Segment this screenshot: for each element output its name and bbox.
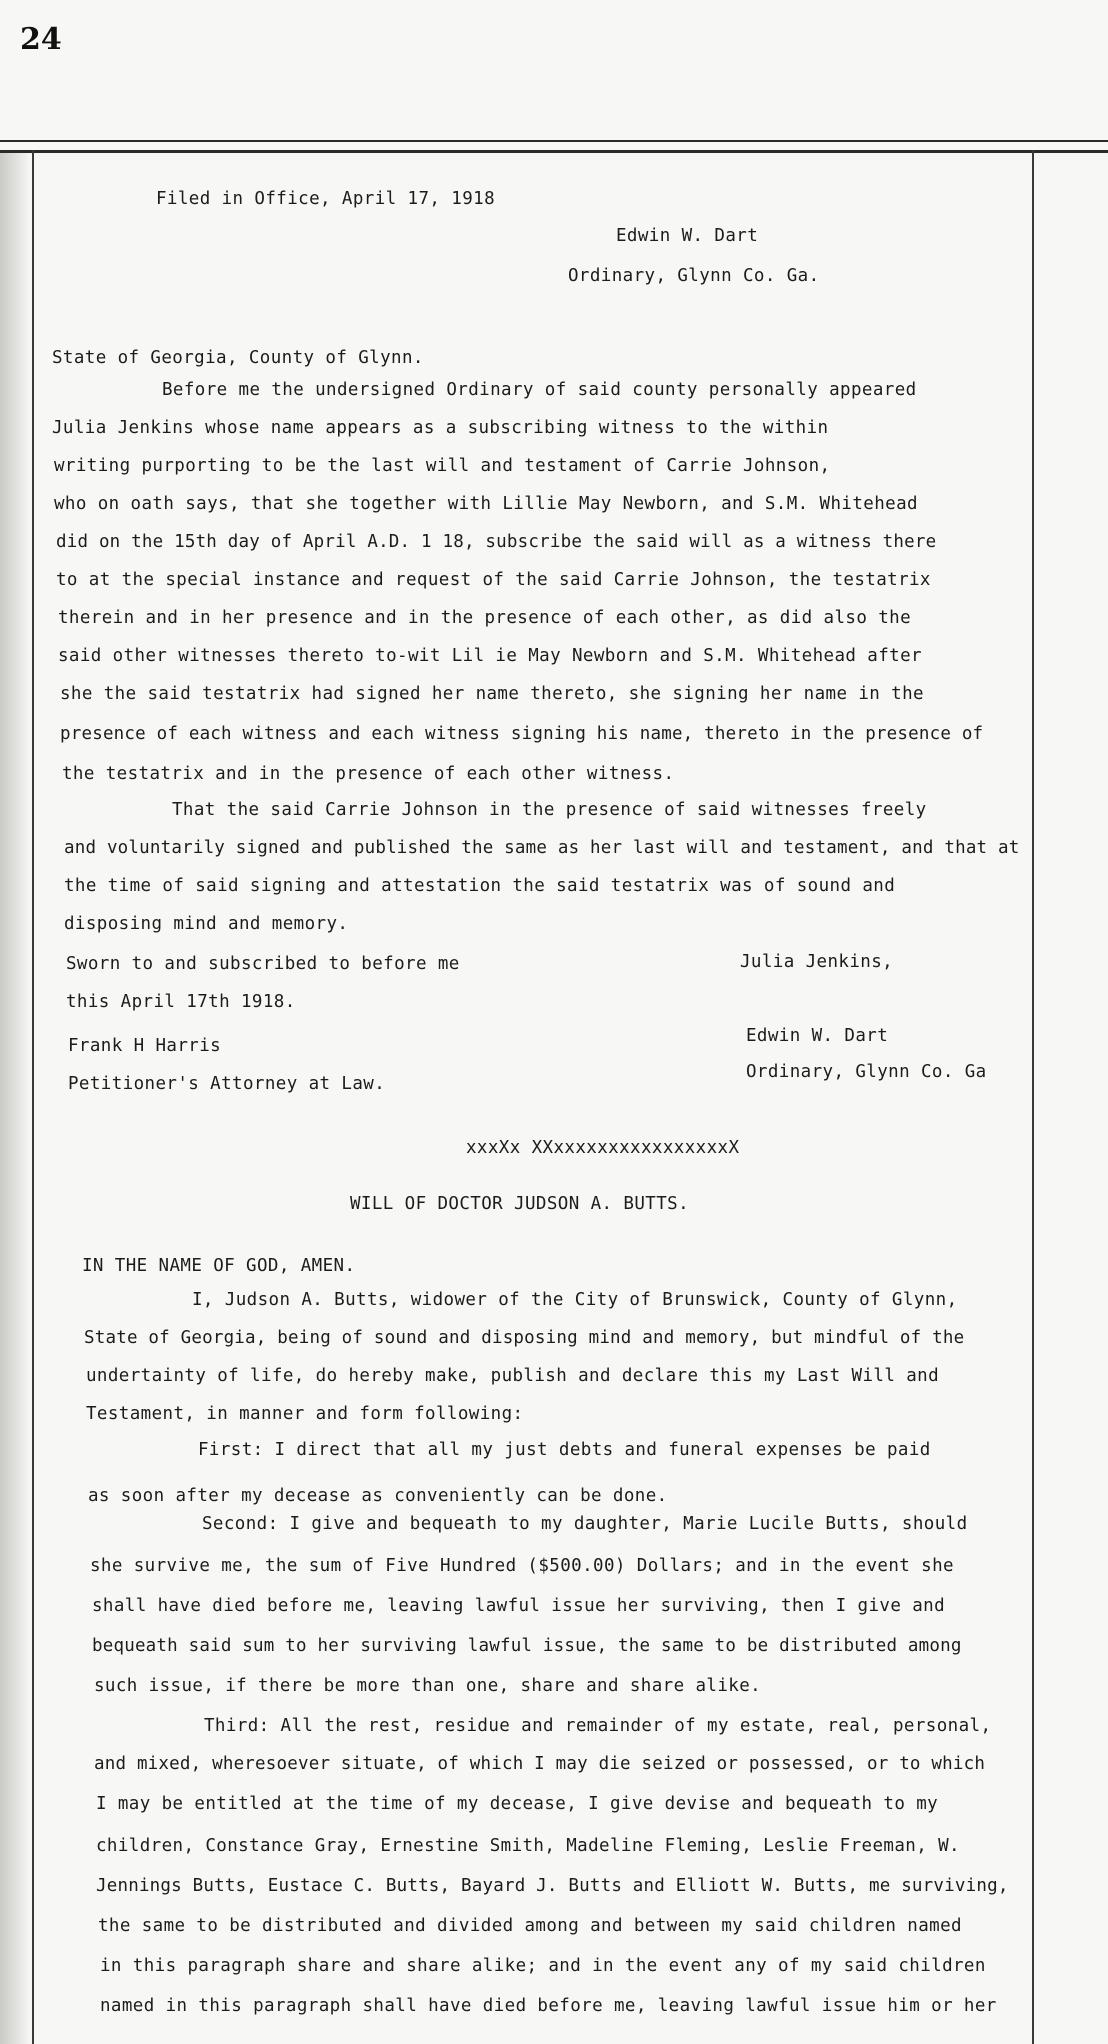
header-rule-double (0, 150, 1108, 153)
will-line: Second: I give and bequeath to my daughter, Marie Lucile Butts, should (202, 1514, 968, 1534)
affidavit-line: writing purporting to be the last will and testament of Carrie Johnson, (54, 456, 831, 476)
jurat-sworn: Sworn to and subscribed to before me (66, 954, 460, 974)
ordinary-title: Ordinary, Glynn Co. Ga (746, 1062, 987, 1082)
will-line: I, Judson A. Butts, widower of the City of Brunswick, County of Glynn, (192, 1290, 958, 1310)
will-line: IN THE NAME OF GOD, AMEN. (82, 1256, 356, 1276)
left-margin-line (32, 150, 34, 2044)
header-rule (0, 140, 1108, 142)
filing-ordinary-name: Edwin W. Dart (616, 226, 759, 246)
right-margin-line (1032, 150, 1034, 2044)
affidavit-line: therein and in her presence and in the presence of each other, as did also the (58, 608, 911, 628)
section-separator: xxxXx XXxxxxxxxxxxxxxxxxX (466, 1138, 740, 1158)
affidavit-line: Julia Jenkins whose name appears as a subscribing witness to the within (52, 418, 829, 438)
will-line: undertainty of life, do hereby make, publish and declare this my Last Will and (86, 1366, 939, 1386)
affidavit-line: did on the 15th day of April A.D. 1 18, subscribe the said will as a witness there (56, 532, 937, 552)
affidavit-line: she the said testatrix had signed her name thereto, she signing her name in the (60, 684, 924, 704)
affidavit-line: and voluntarily signed and published the same as her last will and testament, and that at (64, 838, 1020, 858)
will-line: First: I direct that all my just debts and funeral expenses be paid (198, 1440, 931, 1460)
will-line: Third: All the rest, residue and remainder of my estate, real, personal, (204, 1716, 992, 1736)
will-line: I may be entitled at the time of my decease, I give devise and bequeath to my (96, 1794, 939, 1814)
affidavit-line: to at the special instance and request of the said Carrie Johnson, the testatrix (56, 570, 931, 590)
witness-signature: Julia Jenkins, (740, 952, 894, 972)
will-line: shall have died before me, leaving lawful issue her surviving, then I give and (92, 1596, 945, 1616)
will-line: State of Georgia, being of sound and disposing mind and memory, but mindful of the (84, 1328, 965, 1348)
will-line: the same to be distributed and divided among and between my said children named (98, 1916, 962, 1936)
affidavit-line: said other witnesses thereto to-wit Lil ie May Newborn and S.M. Whitehead after (58, 646, 922, 666)
affidavit-line: That the said Carrie Johnson in the presence of said witnesses freely (172, 800, 927, 820)
will-line: in this paragraph share and share alike; and in the event any of my said children (100, 1956, 986, 1976)
will-line: such issue, if there be more than one, share and share alike. (94, 1676, 762, 1696)
will-line: bequeath said sum to her surviving lawful issue, the same to be distributed among (92, 1636, 962, 1656)
ordinary-name: Edwin W. Dart (746, 1026, 889, 1046)
affidavit-line: State of Georgia, County of Glynn. (52, 348, 424, 368)
will-title: WILL OF DOCTOR JUDSON A. BUTTS. (350, 1194, 690, 1214)
affidavit-line: the time of said signing and attestation the said testatrix was of sound and (64, 876, 896, 896)
will-line: and mixed, wheresoever situate, of which I may die seized or possessed, or to which (94, 1754, 986, 1774)
affidavit-line: disposing mind and memory. (64, 914, 349, 934)
page-number: 24 (20, 22, 62, 57)
affidavit-line: who on oath says, that she together with Lillie May Newborn, and S.M. Whitehead (54, 494, 918, 514)
will-line: children, Constance Gray, Ernestine Smith, Madeline Fleming, Leslie Freeman, W. (96, 1836, 960, 1856)
will-line: Testament, in manner and form following: (86, 1404, 524, 1424)
jurat-date: this April 17th 1918. (66, 992, 296, 1012)
filing-date: Filed in Office, April 17, 1918 (156, 189, 496, 209)
attorney-title: Petitioner's Attorney at Law. (68, 1074, 386, 1094)
page-edge-shadow (0, 150, 30, 2044)
will-line: Jennings Butts, Eustace C. Butts, Bayard J. Butts and Elliott W. Butts, me surviving, (96, 1876, 1009, 1896)
attorney-name: Frank H Harris (68, 1036, 222, 1056)
will-line: as soon after my decease as conveniently can be done. (88, 1486, 668, 1506)
filing-ordinary-title: Ordinary, Glynn Co. Ga. (568, 266, 820, 286)
affidavit-line: the testatrix and in the presence of each other witness. (62, 764, 675, 784)
will-line: named in this paragraph shall have died before me, leaving lawful issue him or her (100, 1996, 997, 2016)
affidavit-line: Before me the undersigned Ordinary of said county personally appeared (162, 380, 917, 400)
will-line: she survive me, the sum of Five Hundred ($500.00) Dollars; and in the event she (90, 1556, 954, 1576)
affidavit-line: presence of each witness and each witness signing his name, thereto in the presence of (60, 724, 984, 744)
